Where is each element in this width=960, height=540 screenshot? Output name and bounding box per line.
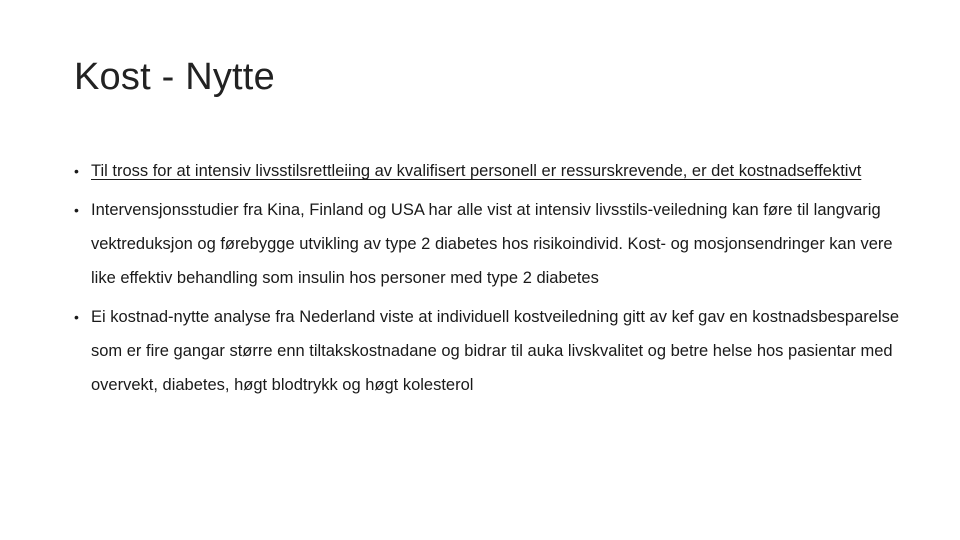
bullet-dot-icon: • (74, 309, 79, 325)
bullet-text: Intervensjonsstudier fra Kina, Finland og USA har alle vist at intensiv livsstils-veiledning kan føre til langvarig vektreduksjon og førebygge utvikling av type 2 diabetes hos risikoindivid. Kost- og mosjonsendringer kan vere like effektiv behandling som insulin hos personer med type 2 diabetes (91, 201, 893, 287)
bullet-list (74, 154, 904, 407)
bullet-dot-icon: • (74, 202, 79, 218)
bullet-item-cost-benefit-analysis (74, 300, 904, 402)
bullet-item-intervention-studies (74, 193, 904, 295)
bullet-dot-icon: • (74, 163, 79, 179)
slide-title: Kost - Nytte (74, 56, 275, 98)
bullet-item-cost-effective[interactable] (74, 154, 904, 188)
bullet-text: Ei kostnad-nytte analyse fra Nederland viste at individuell kostveiledning gitt av kef gav en kostnadsbesparelse som er fire gangar større enn tiltakskostnadane og bidrar til auka livskvalitet og betre helse hos pasientar med overvekt, diabetes, høgt blodtrykk og høgt kolesterol (91, 308, 900, 394)
bullet-text-hyperlink[interactable]: Til tross for at intensiv livsstilsrettleiing av kvalifisert personell er ressurskrevende, er det kostnadseffektivt (91, 162, 862, 180)
